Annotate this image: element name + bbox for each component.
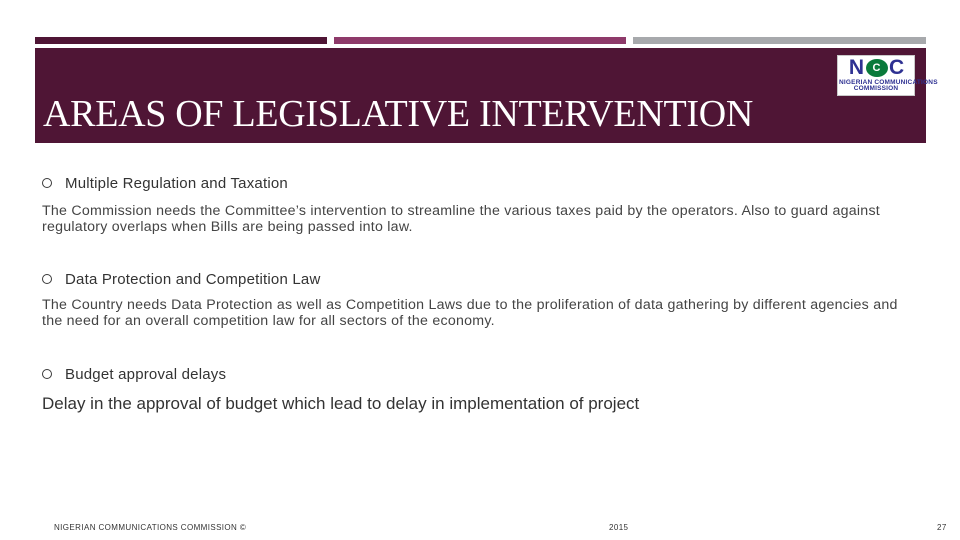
bullet-circle-icon [42,274,52,284]
ncc-logo [837,55,938,96]
section-body-budget: Delay in the approval of budget which lead to delay in implementation of project [42,394,640,413]
logo-letters [840,57,914,79]
logo-text-line-2: COMMISSION [853,85,899,92]
accent-bar-left [35,37,327,44]
title-banner [35,48,938,143]
section-body-data-protection: The Country needs Data Protection as well as Competition Laws due to the proliferation of data gathering by different agencies and the need for an overall competition law for all sectors of the economy. [42,297,898,329]
logo-emblem-letter: C [866,59,888,77]
section-heading-text: Budget approval delays [65,365,227,383]
section-heading-text: Multiple Regulation and Taxation [65,174,288,192]
accent-bar-right [633,37,926,44]
logo-letter-c: C [889,56,906,79]
slide-title: AREAS OF LEGISLATIVE INTERVENTION [43,93,754,135]
logo-letter-n: N [848,56,865,79]
section-heading-data-protection [42,270,320,288]
bullet-circle-icon [42,178,52,188]
logo-text-line-1: NIGERIAN COMMUNICATIONS [839,79,938,86]
section-heading-taxation [42,174,288,192]
page-number: 27 [937,523,947,532]
bullet-circle-icon [42,369,52,379]
footer-year: 2015 [609,523,629,532]
footer-organization: NIGERIAN COMMUNICATIONS COMMISSION © [54,523,247,532]
section-heading-budget [42,365,226,383]
section-body-taxation: The Commission needs the Committee’s intervention to streamline the various taxes paid by the operators. Also to guard against regulatory overlaps when Bills are being passed into law. [42,203,880,235]
section-heading-text: Data Protection and Competition Law [65,270,321,288]
accent-bar-middle [334,37,626,44]
